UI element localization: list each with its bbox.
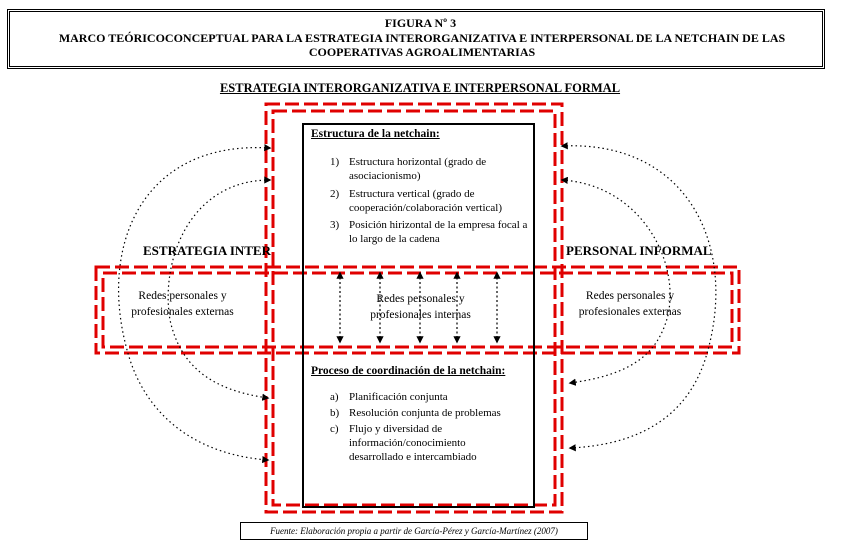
coordination-list <box>330 390 530 480</box>
item-text: Posición hirizontal de la empresa focal a lo largo de la cadena <box>349 219 528 245</box>
item-number: a) <box>330 391 339 403</box>
item-text: Planificación conjunta <box>349 391 448 403</box>
right-inner-arc <box>562 180 670 383</box>
informal-personal-heading: PERSONAL INFORMAL <box>566 243 712 258</box>
internal-networks: Redes personales y profesionales internas <box>370 293 471 321</box>
structure-list <box>330 155 530 255</box>
item-number: 2) <box>330 188 340 200</box>
left-external-networks: Redes personales y profesionales externas <box>131 290 234 318</box>
item-number: 3) <box>330 219 340 231</box>
item-number: c) <box>330 423 339 435</box>
structure-title: Estructura de la netchain: <box>311 128 440 140</box>
item-number: b) <box>330 407 340 419</box>
right-external-networks: Redes personales y profesionales externas <box>578 290 682 318</box>
item-text: Estructura vertical (grado de cooperación/colaboración vertical) <box>349 188 503 214</box>
inter-strategy-heading: ESTRATEGIA INTER <box>143 243 271 258</box>
coordination-title: Proceso de coordinación de la netchain: <box>311 365 506 377</box>
item-text: Estructura horizontal (grado de asociacionismo) <box>349 156 487 182</box>
item-text: Flujo y diversidad de información/conocimiento desarrollado e intercambiado <box>349 423 477 463</box>
item-text: Resolución conjunta de problemas <box>349 407 501 419</box>
figure-label: FIGURA Nº 3 <box>384 16 457 30</box>
source-note: Fuente: Elaboración propia a partir de García-Pérez y García-Martínez (2007) <box>240 522 588 540</box>
figure-title: MARCO TEÓRICOCONCEPTUAL PARA LA ESTRATEGIA INTERORGANIZATIVA E INTERPERSONAL DE LA NETCHAIN DE LAS COOPERATIVAS AGROALIMENTARIAS <box>58 31 786 59</box>
formal-strategy-heading: ESTRATEGIA INTERORGANIZATIVA E INTERPERSONAL FORMAL <box>219 81 621 95</box>
item-number: 1) <box>330 156 340 168</box>
